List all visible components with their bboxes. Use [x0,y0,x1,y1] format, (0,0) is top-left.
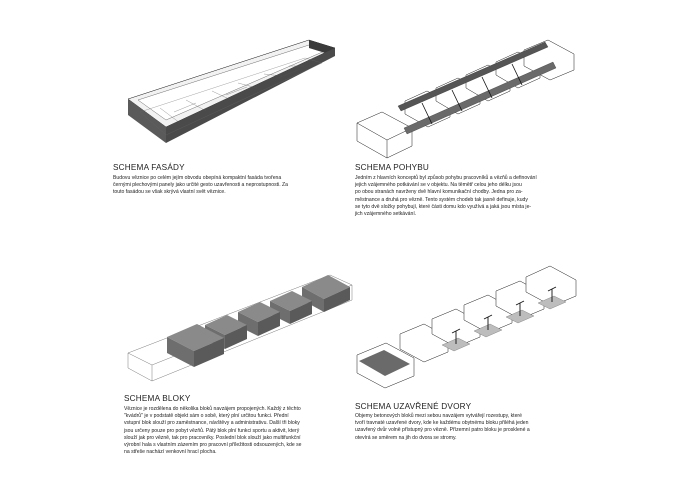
panel-title: SCHEMA POHYBU [355,163,430,172]
description-line: na střeše nachází venkovní hrací plocha. [124,449,217,456]
description-line: městnance a druhá pro vězně. Tento systém chodeb tak jasně definuje, kudy [355,196,528,203]
description-line: jejich vzájemného potkávání se v objektu. Na těmětř celou jeho délku jsou [355,182,522,189]
description-line: "kvádrů" je v podstatě objekt sám o sobě, který plní určitou funkci. Přední [124,413,289,420]
description-line: se tyto dvě složky pohybují, které části domu kdo využívá a jaká jsou místa je- [355,203,532,210]
panel-title: SCHEMA BLOKY [124,394,191,403]
description-line: otevírá se směrem na jih do dvora se stromy. [355,434,457,441]
description-line: Věznice je rozdělena do několika bloků navzájem propojených. Každý z těchto [124,406,301,412]
description-line: uzavřený dvůr volně přístupný pro vězně. Přízemní patro bloku je prosklené a [355,427,530,434]
description-line: po obou stranách navrženy dvě hlavní komunikační chodby. Jedna pro za- [355,189,523,196]
panel-title: SCHEMA UZAVŘENÉ DVORY [355,402,472,411]
description-line: výrobní hala s vlastním zázemím pro pracovní příležitosti odsouzených, kde se [124,442,302,449]
description-line: touto fasádou se však skrývá vlastní svět věznice. [113,189,226,196]
description-line: jich vzájemného setkávání. [355,211,417,218]
panel-title: SCHEMA FASÁDY [113,163,185,172]
description-line: slouží jak pro vězně, tak pro pracovníky. Poslední blok slouží jako multifunkční [124,434,301,441]
description-line: Objemy betonových bloků mezi sebou navzájem vytvářejí rozestupy, které [355,413,522,419]
description-line: Budovu věznice po celém jejím obvodu obepíná kompaktní fasáda tvořena [113,175,282,181]
description-line: vstupní blok slouží pro zaměstnance, návštěvy a administrativu. Další tři bloky [124,420,300,427]
description-line: tvoří travnaté uzavřené dvory, kde ke každému obytnému bloku přiléhá jeden [355,420,529,427]
description-line: černými plechovými panely jako určité gesto uzavřenosti a neprostupnosti. Za [113,182,288,189]
panel-description [355,413,530,442]
description-line: Jedním z hlavních konceptů byl způsob pohybu pracovníků a vězňů a definování [355,175,537,181]
description-line: jsou určeny pouze pro pobyt vězňů. Pátý blok plní funkci sportu a aktivit, který [124,427,300,434]
